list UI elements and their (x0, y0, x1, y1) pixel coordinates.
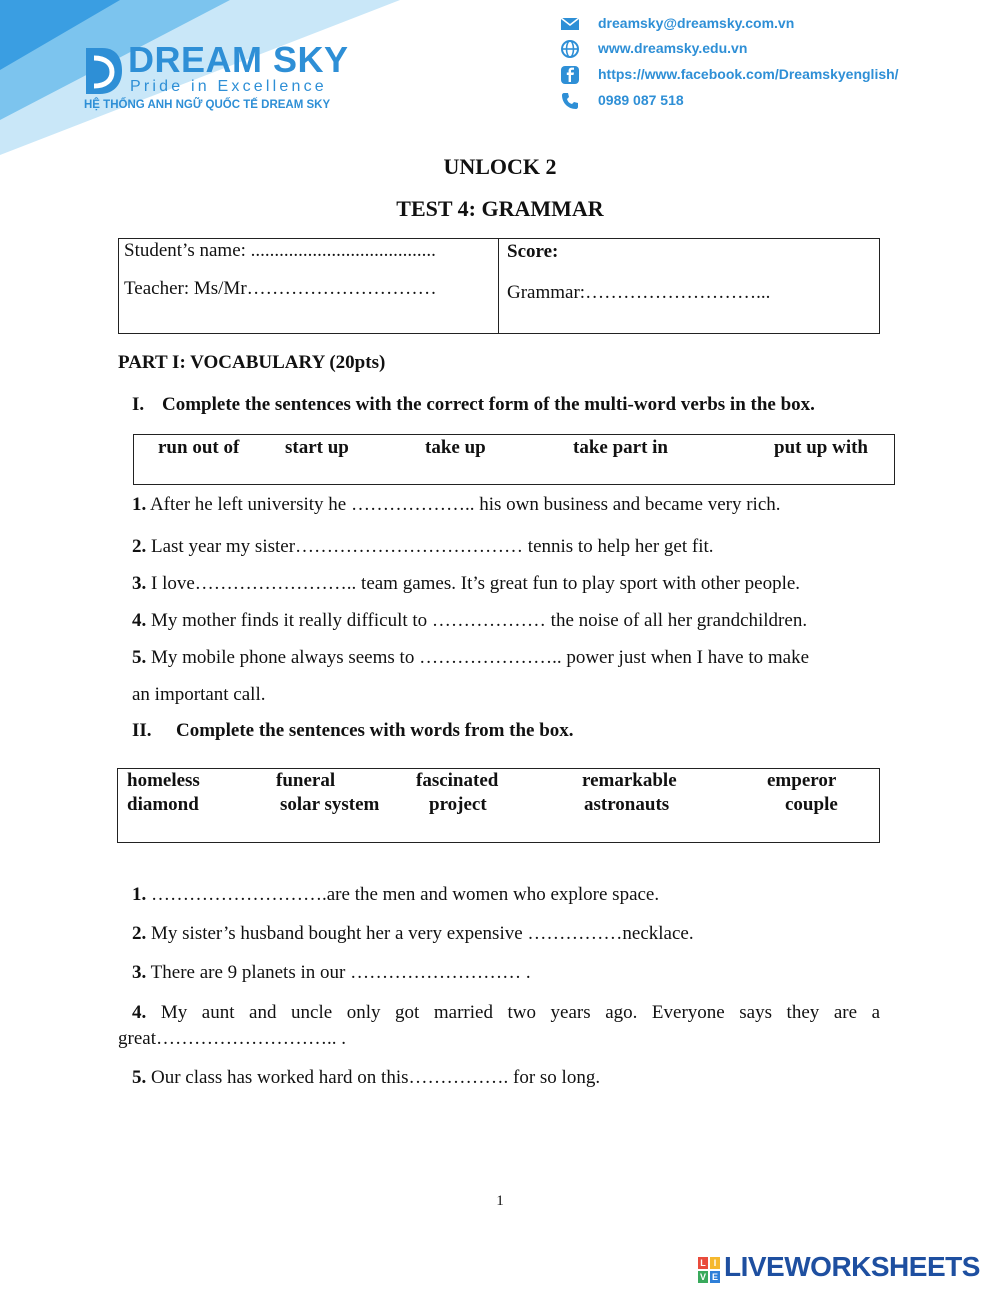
question-text: Last year my sister……………………………… tennis to help her get fit. (151, 536, 714, 557)
question-text: My sister’s husband bought her a very expensive ……………necklace. (151, 923, 694, 944)
box-word: funeral (276, 770, 336, 791)
dream-sky-logo-icon (84, 46, 124, 96)
question-number: 2. (132, 923, 147, 944)
section-numeral: I. (132, 394, 145, 415)
page-subtitle: TEST 4: GRAMMAR (396, 196, 604, 221)
facebook-icon (560, 65, 580, 85)
box-word: fascinated (416, 770, 499, 791)
box-word: put up with (774, 437, 868, 458)
logo-letter: L (698, 1257, 708, 1269)
student-name-field[interactable]: Student’s name: ....................................... (124, 240, 436, 261)
logo-letter: V (699, 1272, 706, 1282)
box-word: remarkable (582, 770, 677, 791)
question-item[interactable] (132, 610, 807, 632)
part-heading: PART I: VOCABULARY (20pts) (118, 352, 386, 373)
word-box (117, 768, 880, 843)
info-box-divider (498, 238, 499, 334)
liveworksheets-brand[interactable]: LIVEWORKSHEETS (724, 1251, 980, 1282)
score-label: Score: (507, 241, 559, 262)
section-instruction: Complete the sentences with the correct form of the multi-word verbs in the box. (162, 394, 815, 415)
question-text: There are 9 planets in our ……………………… . (150, 962, 531, 983)
globe-icon (560, 39, 580, 59)
page-title: UNLOCK 2 (443, 154, 557, 179)
phone-icon (560, 91, 580, 111)
box-word: solar system (280, 794, 380, 815)
question-number: 5. (132, 1067, 147, 1088)
question-number: 3. (132, 962, 147, 983)
contact-phone[interactable]: 0989 087 518 (598, 92, 684, 108)
question-item[interactable] (132, 962, 531, 984)
teacher-field[interactable]: Teacher: Ms/Mr………………………… (124, 278, 437, 299)
question-number: 3. (132, 573, 147, 594)
question-number: 5. (132, 647, 147, 668)
box-word: emperor (767, 770, 837, 791)
grammar-score-field[interactable]: Grammar:………………………... (507, 282, 771, 303)
brand-name: DREAM SKY (128, 39, 349, 80)
question-text: My mother finds it really difficult to ……………… the noise of all her grandchildren. (151, 610, 808, 631)
question-continuation: great……………………….. . (118, 1028, 346, 1049)
question-text: ……………………….are the men and women who explore space. (151, 884, 660, 905)
question-item[interactable] (132, 884, 659, 906)
question-item[interactable] (132, 494, 781, 516)
question-item[interactable] (132, 1002, 880, 1024)
question-number: 4. (132, 1002, 147, 1023)
question-item[interactable] (132, 536, 714, 558)
box-word: homeless (127, 770, 200, 791)
question-item[interactable] (132, 1067, 600, 1089)
box-word: take up (425, 437, 486, 458)
question-text: My aunt and uncle only got married two years ago. Everyone says they are a (160, 1002, 881, 1023)
section-numeral: II. (132, 720, 152, 741)
question-number: 1. (132, 494, 147, 515)
question-item[interactable] (132, 573, 800, 595)
liveworksheets-logo-icon (698, 1257, 720, 1283)
box-word: project (429, 794, 487, 815)
question-number: 4. (132, 610, 147, 631)
box-word: diamond (127, 794, 199, 815)
question-text: Our class has worked hard on this……………. for so long. (151, 1067, 601, 1088)
question-text: After he left university he ……………….. his own business and became very rich. (149, 494, 781, 515)
logo-letter: I (710, 1257, 720, 1269)
logo-letter: E (711, 1272, 718, 1282)
question-text: I love…………………….. team games. It’s great fun to play sport with other people. (151, 573, 801, 594)
box-word: couple (785, 794, 838, 815)
brand-subtitle: HỆ THỐNG ANH NGỮ QUỐC TẾ DREAM SKY (84, 99, 331, 111)
brand-slogan: Pride in Excellence (130, 78, 327, 95)
email-icon (560, 14, 580, 34)
box-word: run out of (158, 437, 240, 458)
contact-email[interactable]: dreamsky@dreamsky.com.vn (598, 15, 795, 31)
box-word: take part in (573, 437, 668, 458)
question-item[interactable] (132, 647, 809, 669)
question-item[interactable] (132, 923, 694, 945)
section-instruction: Complete the sentences with words from the box. (176, 720, 574, 741)
box-word: astronauts (584, 794, 670, 815)
question-number: 1. (132, 884, 147, 905)
box-word: start up (285, 437, 349, 458)
contact-website[interactable]: www.dreamsky.edu.vn (598, 40, 748, 56)
question-continuation: an important call. (132, 684, 266, 705)
page-number: 1 (496, 1193, 504, 1209)
question-text: My mobile phone always seems to ………………….. power just when I have to make (151, 647, 810, 668)
contact-facebook[interactable]: https://www.facebook.com/Dreamskyenglish/ (598, 66, 899, 82)
question-number: 2. (132, 536, 147, 557)
